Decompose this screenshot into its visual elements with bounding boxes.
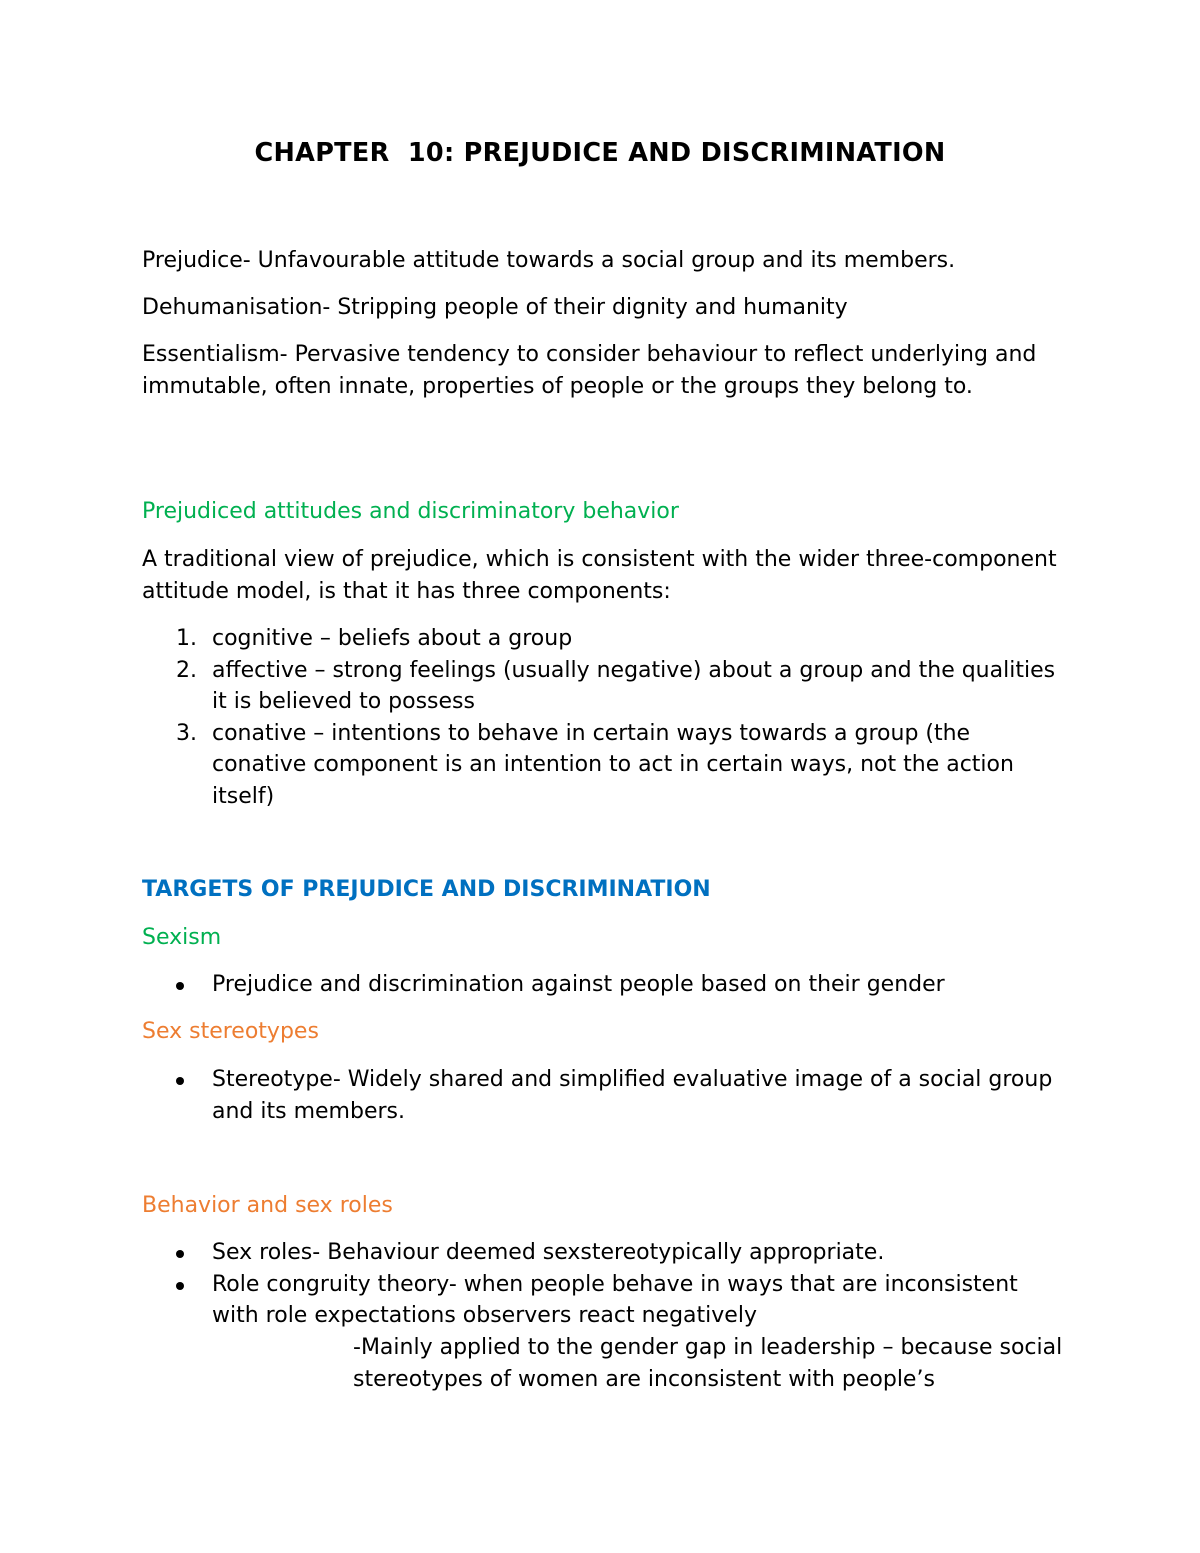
definition-dehumanisation: Dehumanisation- Stripping people of their dignity and humanity	[142, 295, 848, 320]
bullet-icon	[176, 982, 184, 990]
list-item-text: Prejudice and discrimination against people based on their gender	[212, 972, 945, 997]
indented-continuation-text: -Mainly applied to the gender gap in leadership – because social stereotypes of women are inconsistent with people’s	[353, 1335, 1063, 1392]
list-number: 2.	[176, 657, 197, 683]
list-item-text: Stereotype- Widely shared and simplified evaluative image of a social group and its members.	[212, 1067, 1053, 1124]
bullet-icon	[176, 1250, 184, 1258]
list-item	[142, 1237, 1062, 1269]
section-heading-targets: TARGETS OF PREJUDICE AND DISCRIMINATION	[142, 877, 711, 902]
list-item	[142, 655, 1062, 718]
section-heading-prejudiced-attitudes: Prejudiced attitudes and discriminatory behavior	[142, 499, 679, 524]
list-item-text: Role congruity theory- when people behave in ways that are inconsistent with role expectations observers react negatively	[212, 1271, 1018, 1328]
definition-prejudice: Prejudice- Unfavourable attitude towards a social group and its members.	[142, 248, 956, 273]
roles-bullet-list	[142, 1237, 1062, 1332]
list-item	[142, 1064, 1062, 1127]
list-item-text: cognitive – beliefs about a group	[212, 626, 573, 651]
bullet-icon	[176, 1282, 184, 1290]
stereotypes-bullet-list	[142, 1064, 1062, 1127]
list-item	[142, 1269, 1062, 1332]
page-title: CHAPTER 10: PREJUDICE AND DISCRIMINATION	[254, 138, 946, 168]
list-item-text: affective – strong feelings (usually negative) about a group and the qualities it is believed to possess	[212, 657, 1056, 714]
list-number: 1.	[176, 626, 197, 651]
list-item-text: Sex roles- Behaviour deemed sexstereotypically appropriate.	[212, 1240, 885, 1265]
sexism-bullet-list	[142, 969, 1062, 1001]
section-intro-paragraph: A traditional view of prejudice, which is consistent with the wider three-component attitude model, is that it has three components:	[142, 547, 1057, 604]
subheading-sex-stereotypes: Sex stereotypes	[142, 1019, 319, 1044]
subheading-behavior-sex-roles: Behavior and sex roles	[142, 1193, 393, 1218]
components-numbered-list	[142, 623, 1062, 812]
definition-essentialism: Essentialism- Pervasive tendency to consider behaviour to reflect underlying and immutable, often innate, properties of people or the groups they belong to.	[142, 342, 1037, 399]
list-item	[142, 623, 1062, 655]
subheading-sexism: Sexism	[142, 925, 222, 950]
list-item-text: conative – intentions to behave in certain ways towards a group (the conative component is an intention to act in certain ways, not the action itself)	[212, 720, 1014, 809]
bullet-icon	[176, 1077, 184, 1085]
list-number: 3.	[176, 720, 197, 746]
list-item	[142, 969, 1062, 1001]
list-item	[142, 718, 1062, 813]
